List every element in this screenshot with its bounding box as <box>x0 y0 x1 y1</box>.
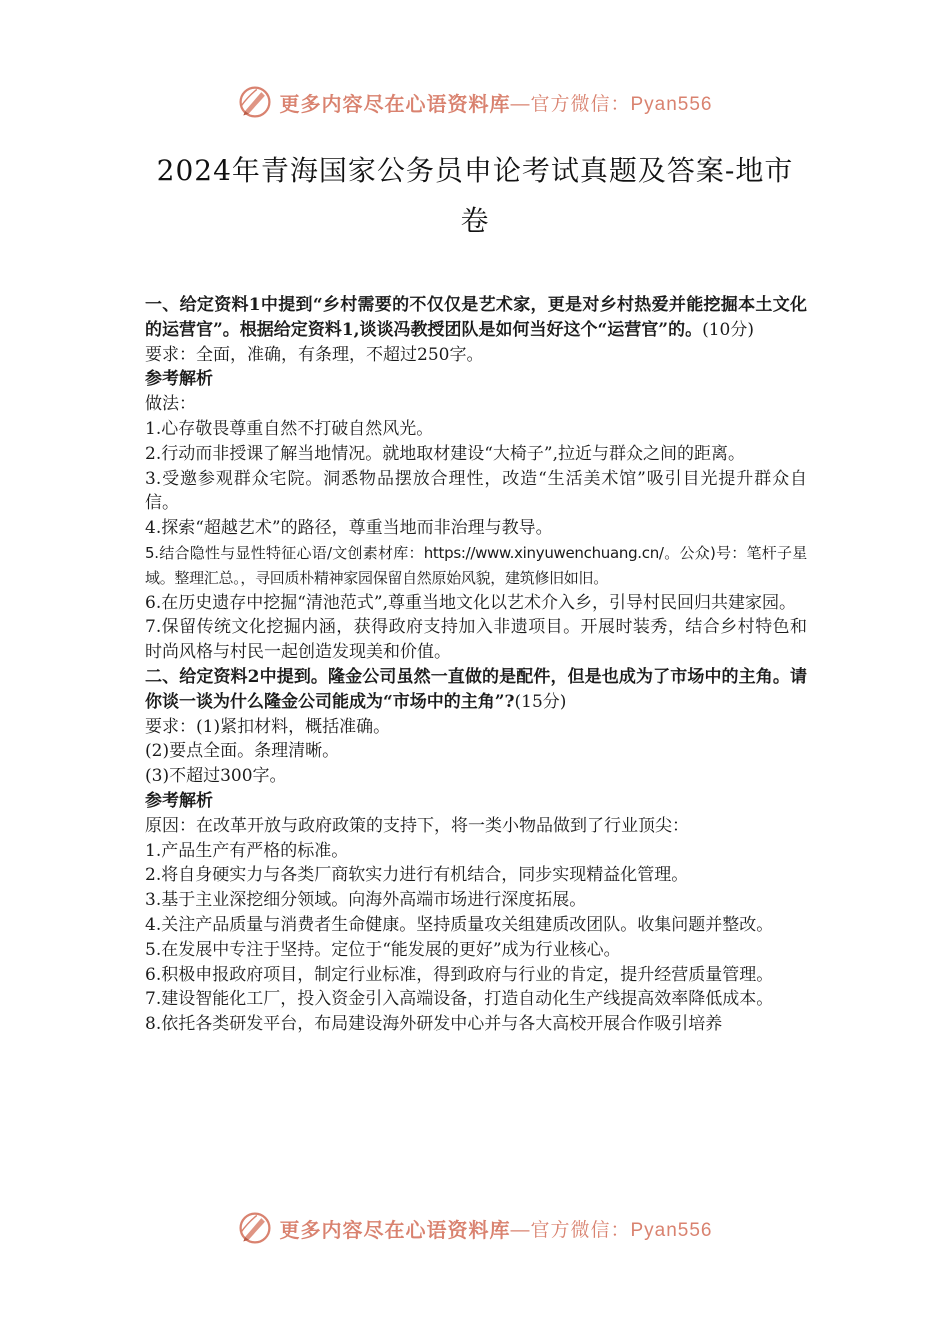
watermark-text-contact: —官方微信：Pyan556 <box>510 93 713 115</box>
document-body <box>145 293 807 1037</box>
pen-logo-icon <box>237 1210 273 1246</box>
pen-logo-icon <box>237 84 273 120</box>
answer-2-item: 4.关注产品质量与消费者生命健康。坚持质量攻关组建质改团队。收集问题并整改。 <box>145 914 774 935</box>
answer-1-item: 7.保留传统文化挖掘内涵，获得政府支持加入非遗项目。开展时装秀，结合乡村特色和时尚风格与村民一起创造发现美和价值。 <box>145 617 807 663</box>
answer-1-item-watermarked: 5.结合隐性与显性特征心语/文创素材库：https://www.xinyuwenchuang.cn/。公众)号：笔杆子星域。整理汇总。，寻回质朴精神家园保留自然原始风貌，建筑修旧如旧。 <box>145 543 807 587</box>
question-2 <box>145 665 807 715</box>
answer-2-heading: 参考解析 <box>145 790 213 811</box>
answer-1-item: 1.心存敬畏尊重自然不打破自然风光。 <box>145 418 434 439</box>
watermark-text-site: 更多内容尽在心语资料库 <box>279 91 511 116</box>
question-1-text: 一、给定资料1中提到“乡村需要的不仅仅是艺术家，更是对乡村热爱并能挖掘本土文化的运营官”。根据给定资料1,谈谈冯教授团队是如何当好这个“运营官”的。 <box>145 295 807 340</box>
question-1 <box>145 293 807 343</box>
answer-2-item: 3.基于主业深挖细分领域。向海外高端市场进行深度拓展。 <box>145 890 587 911</box>
watermark-banner-top <box>0 82 950 122</box>
answer-1-item: 3.受邀参观群众宅院。洞悉物品摆放合理性，改造“生活美术馆”吸引目光提升群众自信。 <box>145 468 807 514</box>
question-2-text: 二、给定资料2中提到。隆金公司虽然一直做的是配件，但是也成为了市场中的主角。请你谈一谈为什么隆金公司能成为“市场中的主角”? <box>145 666 807 712</box>
question-2-requirement: 要求：(1)紧扣材料，概括准确。 <box>145 716 391 737</box>
answer-1-item: 2.行动而非授课了解当地情况。就地取材建设“大椅子”,拉近与群众之间的距离。 <box>145 443 746 464</box>
document-title <box>120 146 830 246</box>
question-2-points: (15分) <box>514 691 567 712</box>
question-1-points: (10分) <box>702 319 754 340</box>
watermark-text-site: 更多内容尽在心语资料库 <box>279 1217 511 1242</box>
answer-2-item: 8.依托各类研发平台，布局建设海外研发中心并与各大高校开展合作吸引培养 <box>145 1014 723 1035</box>
answer-2-intro: 原因：在改革开放与政府政策的支持下，将一类小物品做到了行业顶尖： <box>145 815 689 836</box>
watermark-banner-bottom <box>0 1208 950 1248</box>
answer-2-item: 5.在发展中专注于坚持。定位于“能发展的更好”成为行业核心。 <box>145 939 621 960</box>
answer-1-item: 6.在历史遗存中挖掘“清池范式”,尊重当地文化以艺术介入乡，引导村民回归共建家园。 <box>145 592 797 613</box>
answer-2-item: 1.产品生产有严格的标准。 <box>145 840 349 861</box>
answer-1-item: 4.探索“超越艺术”的路径，尊重当地而非治理与教导。 <box>145 518 553 539</box>
question-2-requirement: (2)要点全面。条理清晰。 <box>145 741 340 762</box>
title-line-1: 2024年青海国家公务员申论考试真题及答案-地市 <box>156 154 794 187</box>
answer-1-heading: 参考解析 <box>145 369 213 390</box>
watermark-text-contact: —官方微信：Pyan556 <box>510 1219 713 1241</box>
answer-2-item: 6.积极申报政府项目，制定行业标准，得到政府与行业的肯定，提升经营质量管理。 <box>145 964 774 985</box>
title-line-2: 卷 <box>460 204 490 237</box>
answer-2-item: 2.将自身硬实力与各类厂商软实力进行有机结合，同步实现精益化管理。 <box>145 865 689 886</box>
question-1-requirement: 要求：全面，准确，有条理，不超过250字。 <box>145 344 484 365</box>
question-2-requirement: (3)不超过300字。 <box>145 766 287 787</box>
answer-1-intro: 做法： <box>145 394 196 415</box>
answer-2-item: 7.建设智能化工厂，投入资金引入高端设备，打造自动化生产线提高效率降低成本。 <box>145 989 774 1010</box>
